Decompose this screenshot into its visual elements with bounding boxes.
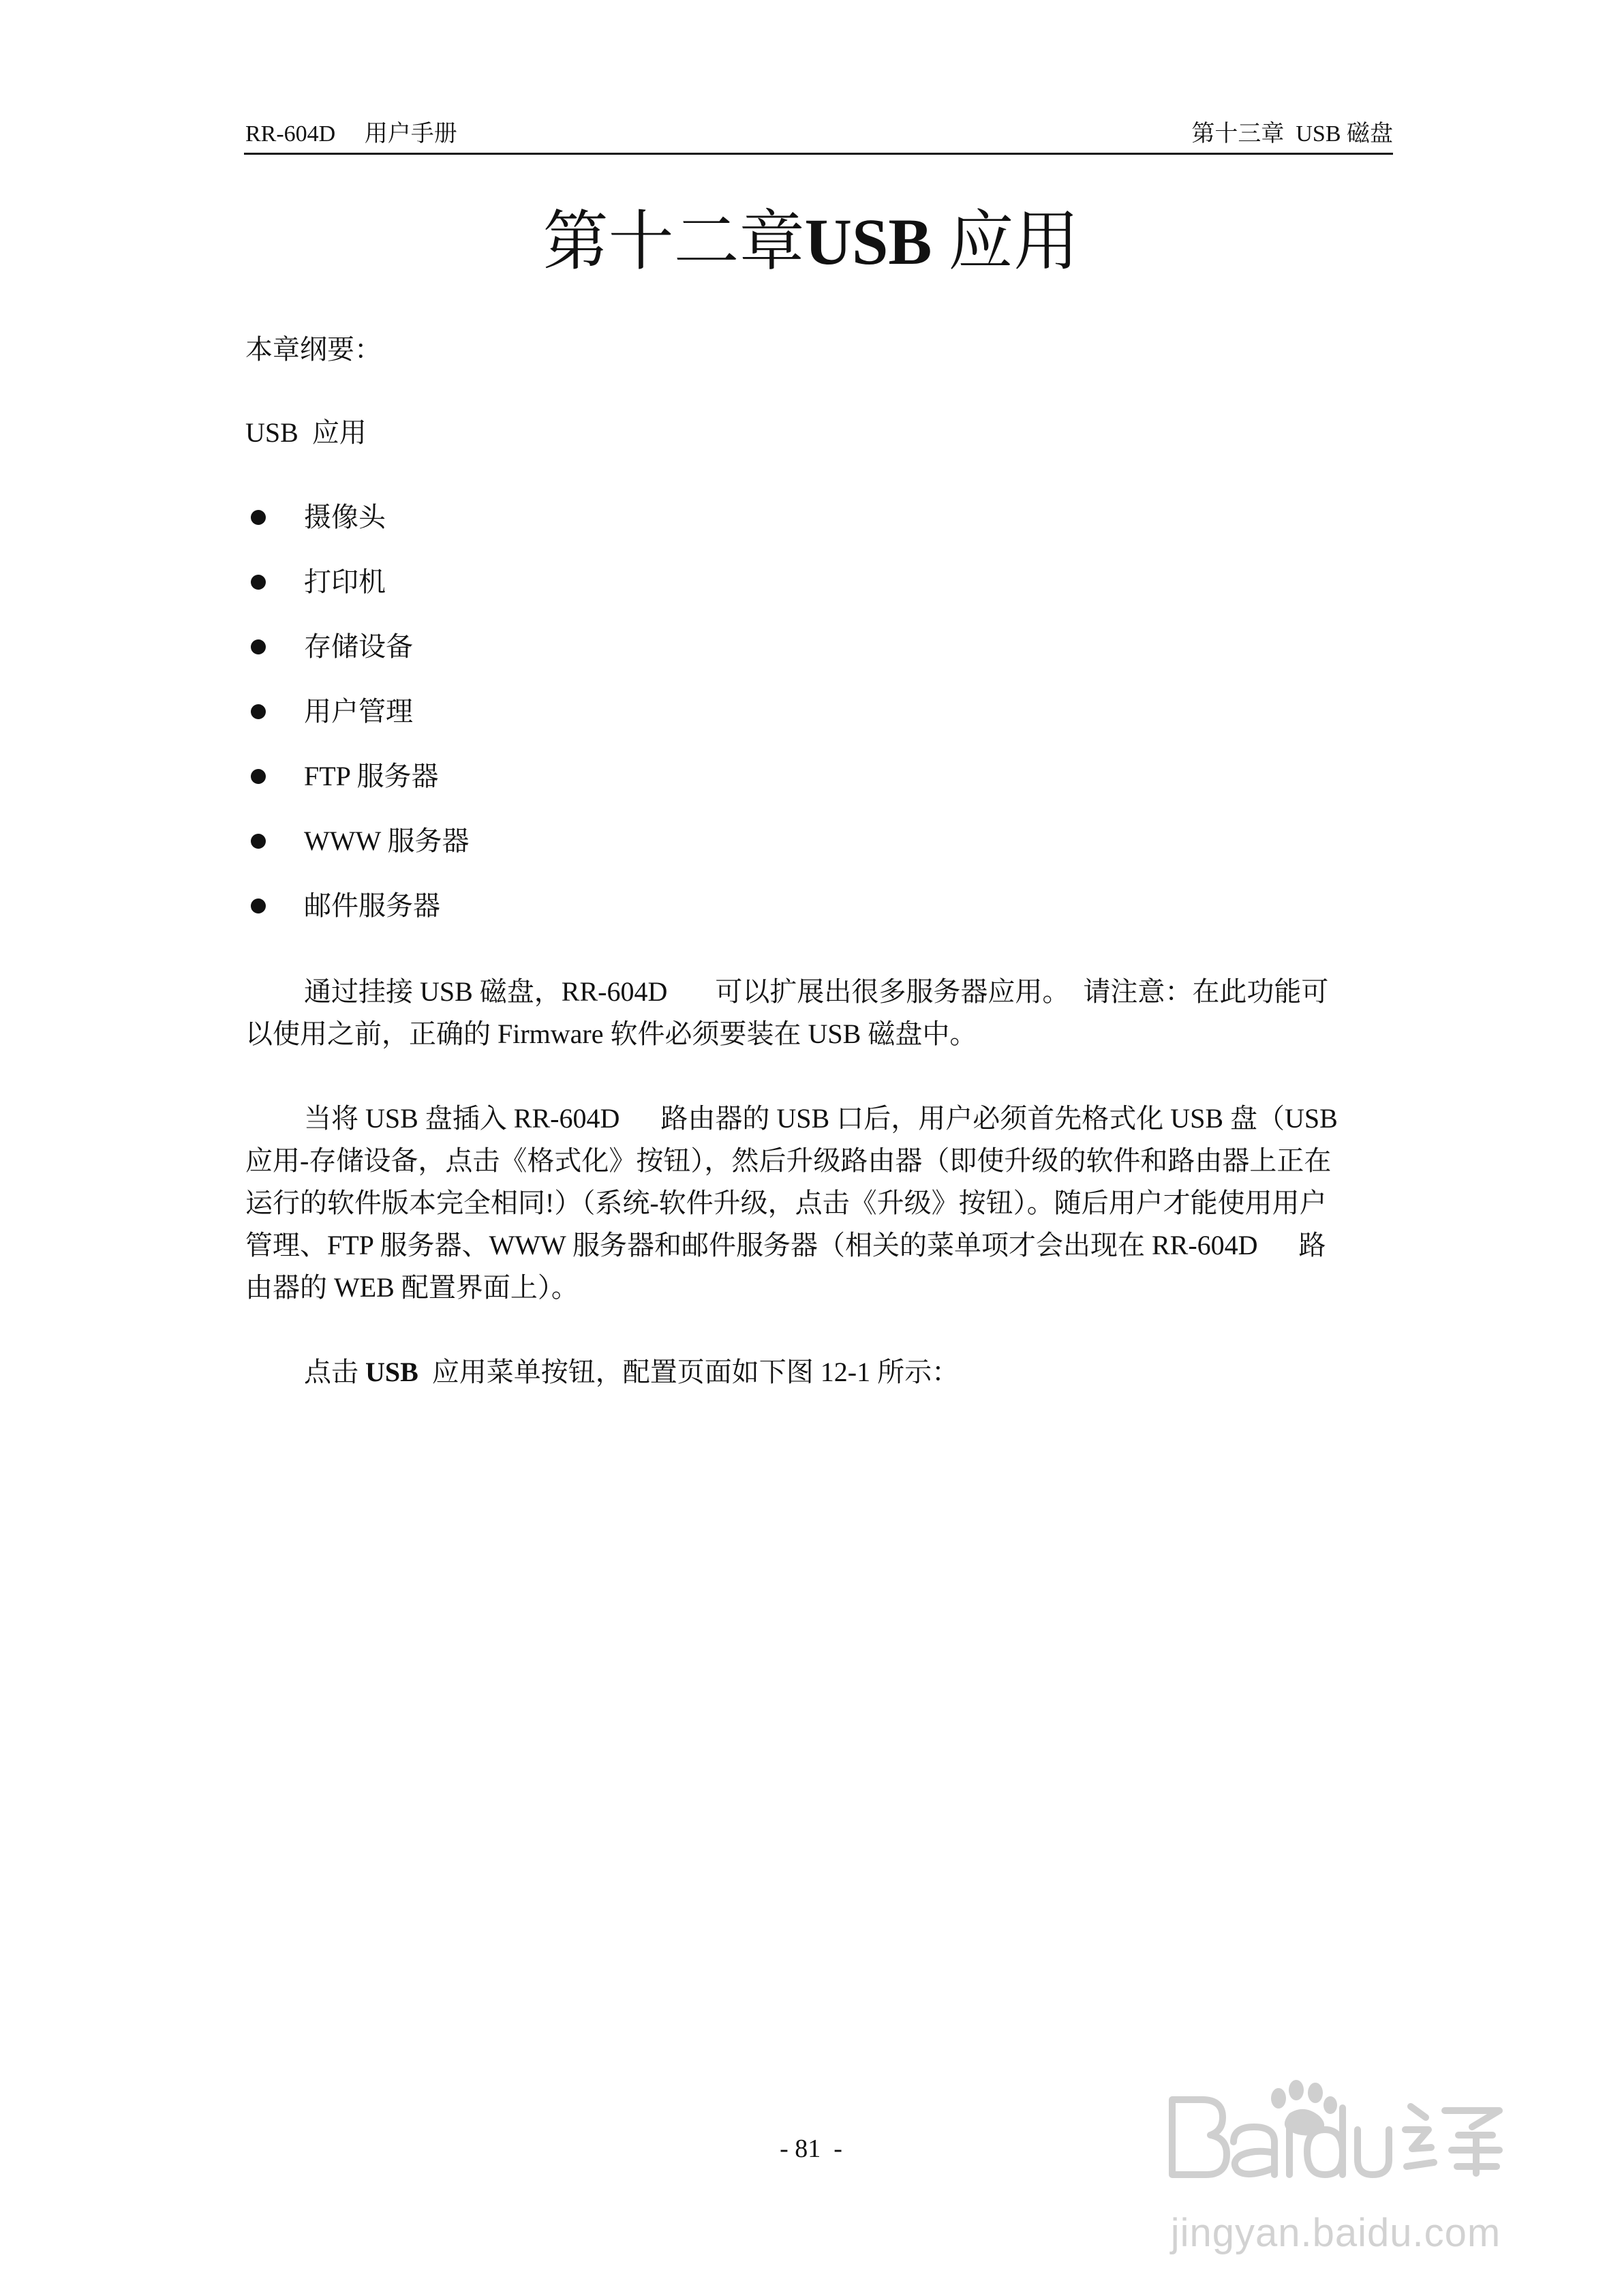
bullet-icon [251,769,266,784]
paragraph-line: 通过挂接 USB 磁盘，RR-604D 可以扩展出很多服务器应用。 请注意：在此功能可 [304,976,1329,1007]
chapter-title [0,198,1622,286]
chapter-title-prefix: 第十二章 [542,205,805,278]
section-label: USB 应用 [245,417,367,448]
bullet-icon [251,834,266,849]
paragraph-line: 由器的 WEB 配置界面上）。 [245,1272,579,1303]
paragraph-line: 应用-存储设备，点击《格式化》按钮），然后升级路由器（即使升级的软件和路由器上正在 [245,1145,1332,1176]
paragraph-line: 运行的软件版本完全相同!）（系统-软件升级，点击《升级》按钮）。随后用户才能使用用户 [245,1188,1327,1218]
baidu-jingyan-watermark [1131,2052,1540,2263]
list-item-label: FTP 服务器 [304,761,439,791]
paragraph-bold-usb: USB [365,1357,418,1387]
header-rule [244,153,1393,155]
paragraph-line [245,1351,1390,1393]
paragraph-usb-format [245,1098,1390,1309]
paragraph-text: 应用菜单按钮，配置页面如下图 12-1 所示： [418,1357,960,1387]
paragraph-usb-menu [245,1351,1390,1393]
watermark-url: jingyan.baidu.com [1170,2211,1501,2255]
paragraph-text: 点击 [304,1357,365,1387]
header-left: RR-604D 用户手册 [245,121,457,147]
chapter-title-suffix: 应用 [932,205,1080,278]
paragraph-line: 以使用之前，正确的 Firmware 软件必须要装在 USB 磁盘中。 [245,1018,977,1049]
list-item-label: 用户管理 [304,696,413,727]
list-item-label: 打印机 [304,567,386,597]
header-right: 第十三章 USB 磁盘 [1191,121,1393,147]
bullet-icon [251,575,266,590]
list-item-label: 邮件服务器 [304,890,440,921]
bullet-icon [251,639,266,654]
list-item-label: 存储设备 [304,631,413,662]
page-number: - 81 - [780,2134,842,2163]
paragraph-usb-intro [245,971,1390,1055]
bullet-icon [251,510,266,525]
list-item-label: 摄像头 [304,502,386,532]
chapter-title-usb: USB [804,205,932,278]
paragraph-line: 管理、FTP 服务器、WWW 服务器和邮件服务器（相关的菜单项才会出现在 RR-604D 路 [245,1230,1326,1260]
list-item-label: WWW 服务器 [304,826,470,856]
bullet-icon [251,898,266,913]
bullet-icon [251,704,266,719]
paragraph-line: 当将 USB 盘插入 RR-604D 路由器的 USB 口后，用户必须首先格式化 USB 盘（USB [304,1103,1338,1134]
baidu-logo-icon [1159,2079,1513,2188]
outline-label: 本章纲要： [245,334,382,365]
